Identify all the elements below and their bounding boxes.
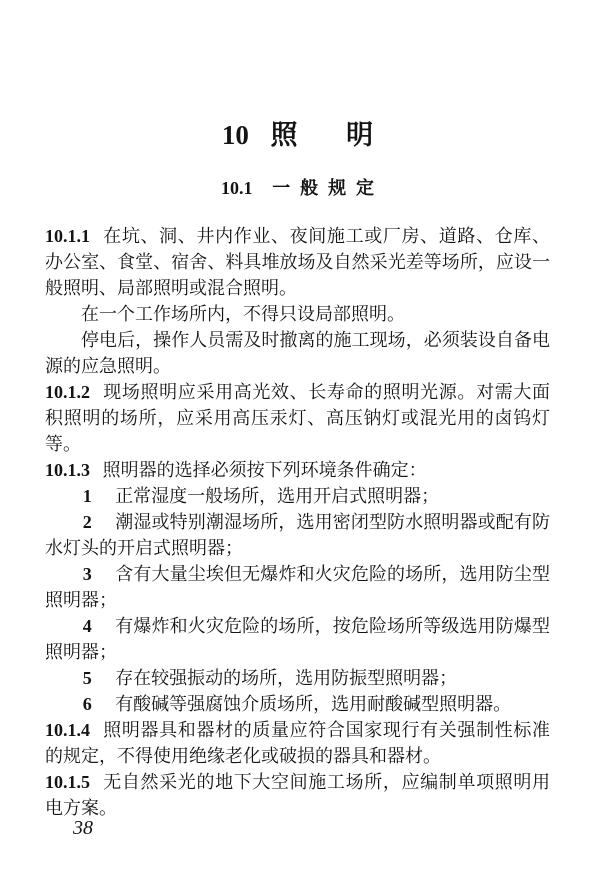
item-text: 有酸碱等强腐蚀介质场所，选用耐酸碱型照明器。 xyxy=(115,694,512,715)
body-text xyxy=(45,223,550,821)
paragraph-text: 在一个工作场所内，不得只设局部照明。 xyxy=(81,304,405,325)
chapter-title xyxy=(45,118,550,152)
clause-paragraph xyxy=(45,379,550,457)
list-item xyxy=(45,665,550,691)
item-number: 6 xyxy=(82,694,92,715)
clause-paragraph xyxy=(45,223,550,301)
clause-number: 10.1.4 xyxy=(45,720,90,741)
clause-text: 在坑、洞、井内作业、夜间施工或厂房、道路、仓库、办公室、食堂、宿舍、料具堆放场及自然采光差等场所，应设一般照明、局部照明或混合照明。 xyxy=(45,226,550,299)
item-number: 3 xyxy=(82,564,92,585)
item-text: 存在较强振动的场所，选用防振型照明器； xyxy=(115,668,458,689)
clause-paragraph xyxy=(45,717,550,769)
chapter-title-text: 照明 xyxy=(270,120,422,151)
clause-number: 10.1.3 xyxy=(45,460,90,481)
clause-paragraph xyxy=(45,457,550,483)
paragraph-text: 停电后，操作人员需及时撤离的施工现场，必须装设自备电源的应急照明。 xyxy=(45,330,550,377)
clause-text: 现场照明应采用高光效、长寿命的照明光源。对需大面积照明的场所，应采用高压汞灯、高压钠灯或混光用的卤钨灯等。 xyxy=(45,382,550,455)
chapter-number: 10 xyxy=(221,120,249,151)
section-number: 10.1 xyxy=(220,178,253,199)
clause-paragraph xyxy=(45,769,550,821)
clause-text: 照明器的选择必须按下列环境条件确定： xyxy=(102,460,427,481)
list-item xyxy=(45,483,550,509)
clause-number: 10.1.1 xyxy=(45,226,90,247)
clause-number: 10.1.5 xyxy=(45,772,90,793)
item-number: 4 xyxy=(82,616,92,637)
page-number: 38 xyxy=(73,817,93,839)
item-text: 潮湿或特别潮湿场所，选用密闭型防水照明器或配有防水灯头的开启式照明器； xyxy=(45,512,550,559)
section-heading xyxy=(45,176,550,200)
clause-text: 无自然采光的地下大空间施工场所，应编制单项照明用电方案。 xyxy=(45,772,550,819)
item-text: 含有大量尘埃但无爆炸和火灾危险的场所，选用防尘型照明器； xyxy=(45,564,550,611)
list-item xyxy=(45,561,550,613)
paragraph xyxy=(45,301,550,327)
item-number: 1 xyxy=(82,486,92,507)
list-item xyxy=(45,691,550,717)
item-number: 2 xyxy=(82,512,92,533)
item-number: 5 xyxy=(82,668,92,689)
clause-number: 10.1.2 xyxy=(45,382,90,403)
clause-text: 照明器具和器材的质量应符合国家现行有关强制性标准的规定，不得使用绝缘老化或破损的器具和器材。 xyxy=(45,720,550,767)
list-item xyxy=(45,509,550,561)
item-text: 正常湿度一般场所，选用开启式照明器； xyxy=(115,486,440,507)
section-heading-text: 一般规定 xyxy=(272,178,384,199)
paragraph xyxy=(45,327,550,379)
list-item xyxy=(45,613,550,665)
item-text: 有爆炸和火灾危险的场所，按危险场所等级选用防爆型照明器； xyxy=(45,616,550,663)
